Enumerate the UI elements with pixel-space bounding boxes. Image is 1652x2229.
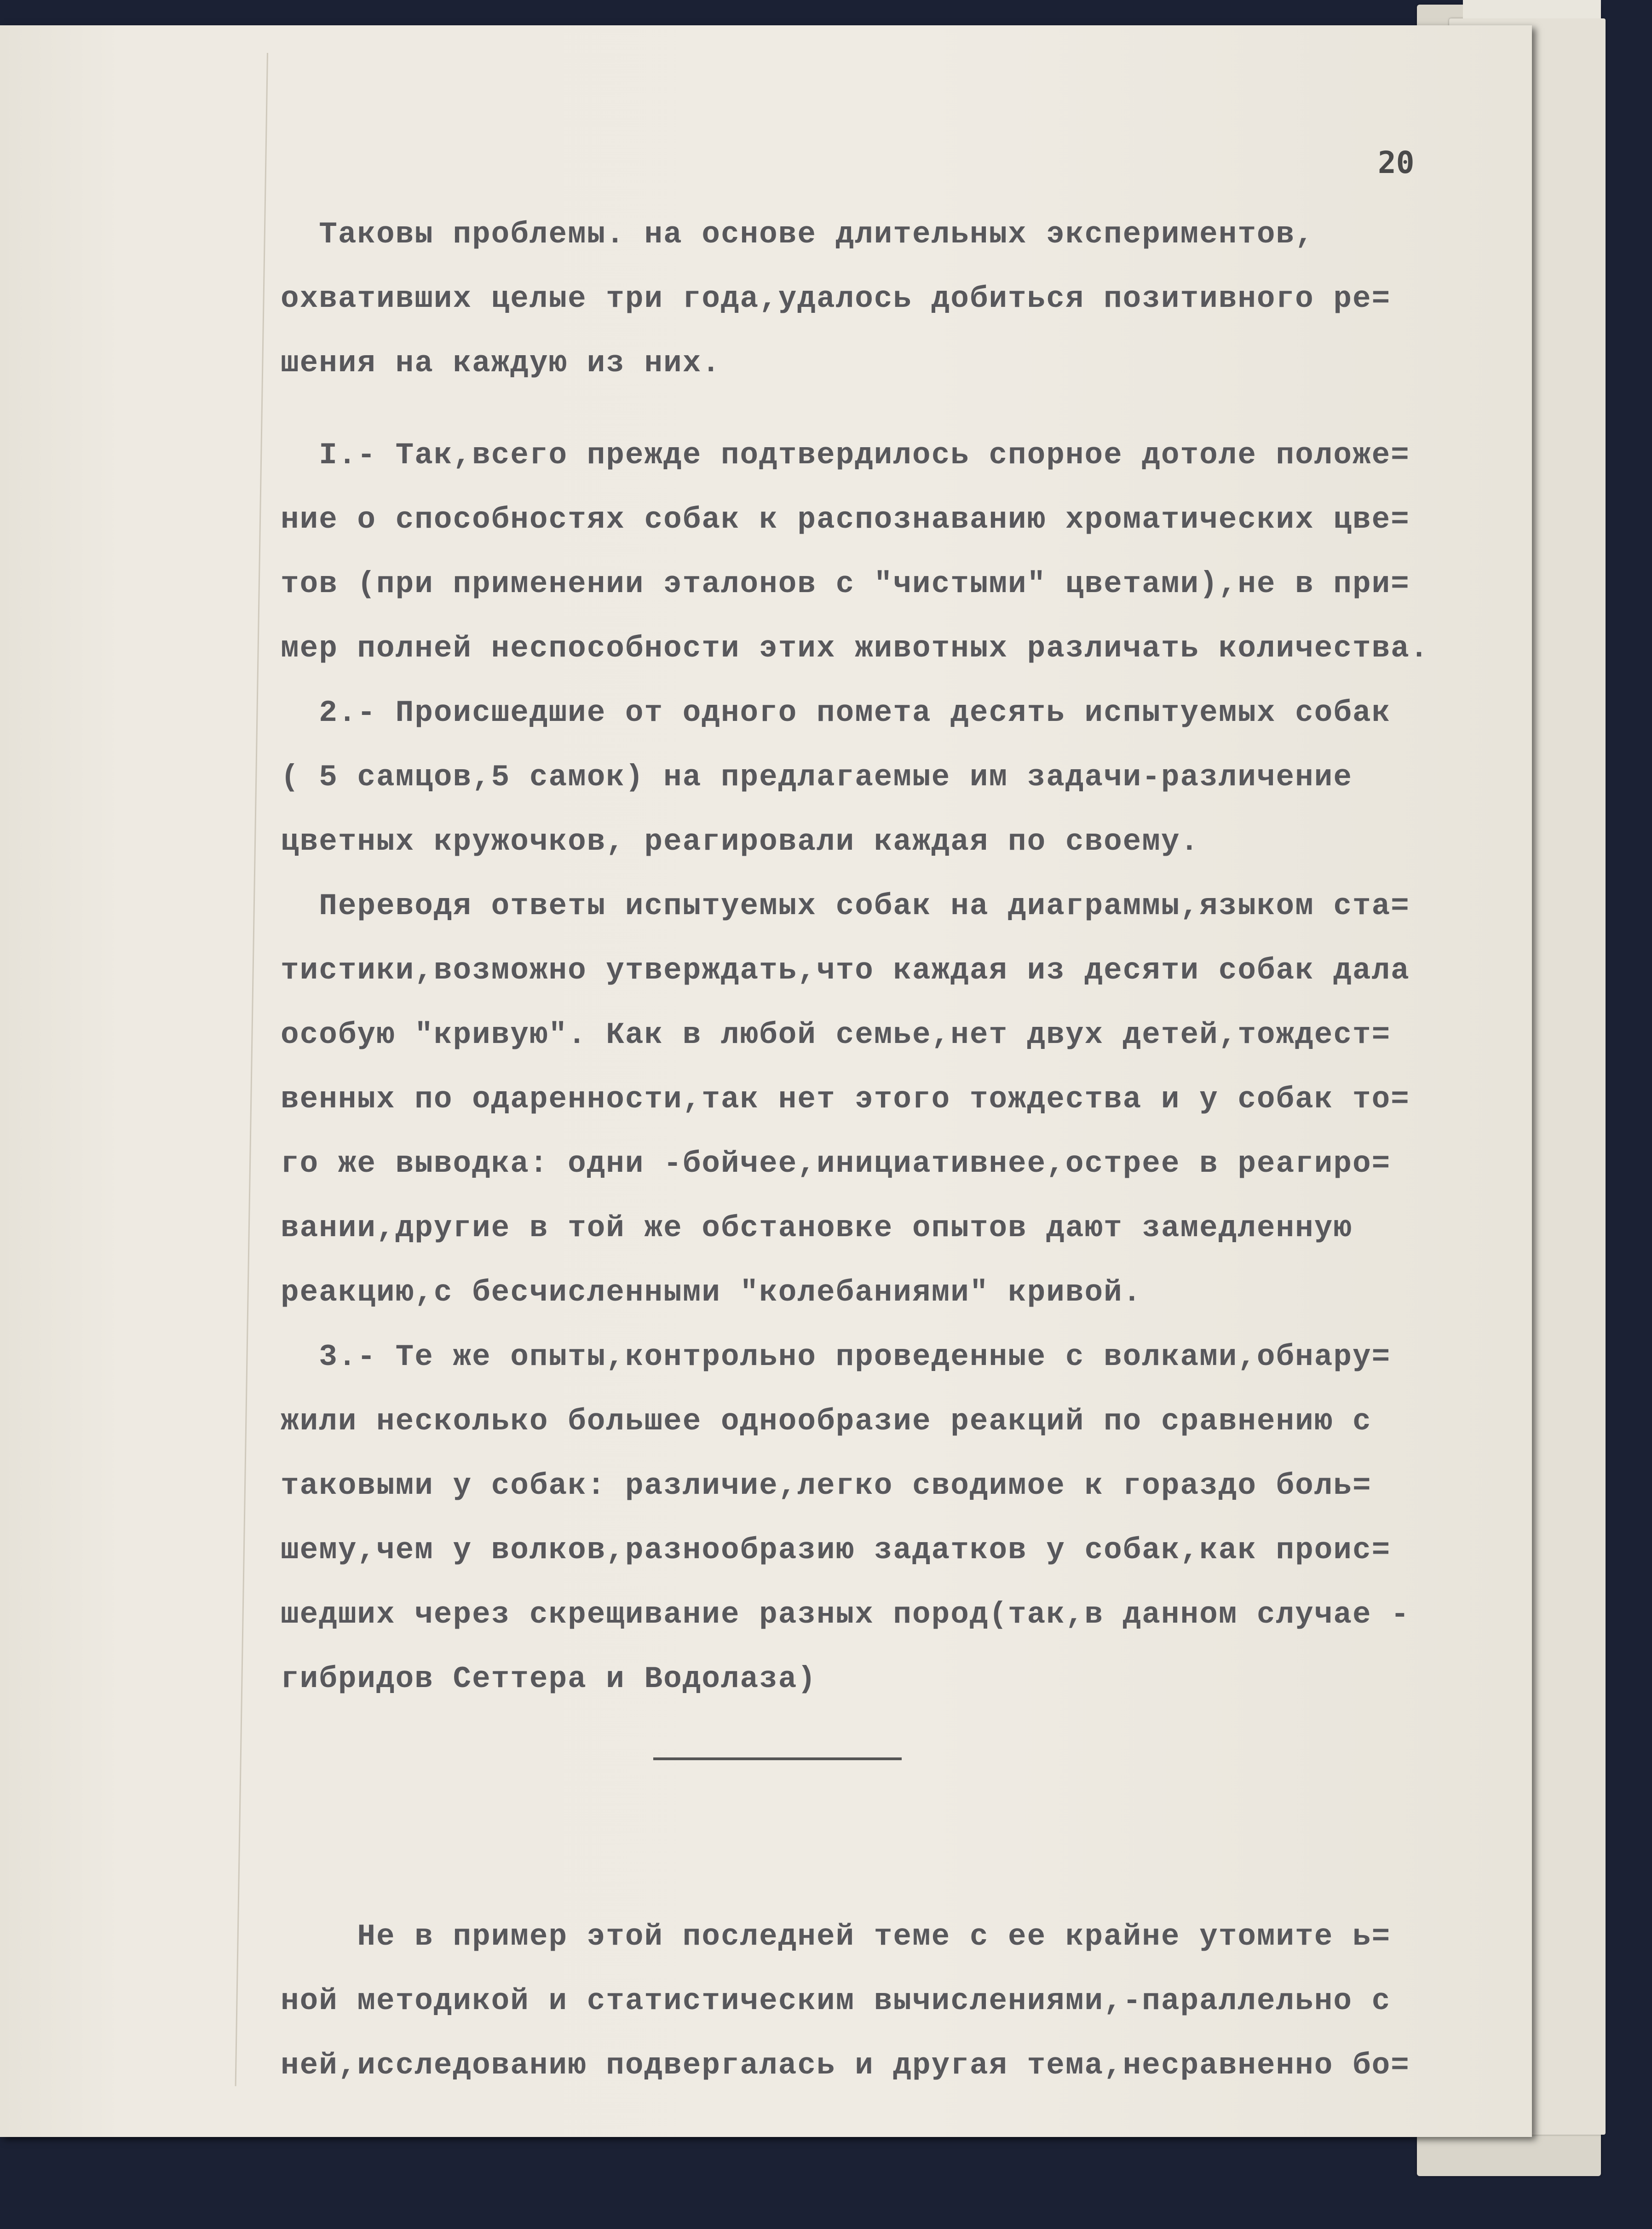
text-line: ной методикой и статистическим вычислениями,-параллельно с	[281, 1984, 1391, 2018]
text-line: шему,чем у волков,разнообразию задатков у собак,как проис=	[281, 1533, 1391, 1567]
section-divider	[653, 1757, 902, 1760]
text-line: ней,исследованию подвергалась и другая тема,несравненно бо=	[281, 2048, 1410, 2083]
text-line: шедших через скрещивание разных пород(так,в данном случае -	[281, 1597, 1410, 1632]
text-line: цветных кружочков, реагировали каждая по своему.	[281, 824, 1200, 859]
text-line: Переводя ответы испытуемых собак на диаграммы,языком ста=	[281, 889, 1410, 923]
underlying-sheet-edge	[1463, 0, 1601, 18]
text-line: го же выводка: одни -бойчее,инициативнее,острее в реагиро=	[281, 1146, 1391, 1181]
text-line: 2.- Происшедшие от одного помета десять испытуемых собак	[281, 696, 1391, 730]
text-line: таковыми у собак: различие,легко сводимое к гораздо боль=	[281, 1469, 1372, 1503]
text-line: тистики,возможно утверждать,что каждая из десяти собак дала	[281, 953, 1410, 988]
paragraph-2	[281, 681, 1486, 874]
text-line: ( 5 самцов,5 самок) на предлагаемые им задачи-различение	[281, 760, 1353, 795]
text-line: особую "кривую". Как в любой семье,нет двух детей,тождест=	[281, 1018, 1391, 1052]
text-line: I.- Так,всего прежде подтвердилось спорное дотоле положе=	[281, 438, 1410, 472]
body-text	[281, 202, 1486, 2098]
text-line: мер полней неспособности этих животных различать количества.	[281, 631, 1429, 666]
paragraph-3	[281, 874, 1486, 1325]
text-line: реакцию,с бесчисленными "колебаниями" кривой.	[281, 1275, 1142, 1310]
text-line: вании,другие в той же обстановке опытов дают замедленную	[281, 1211, 1353, 1245]
paragraph-5	[281, 1905, 1486, 2098]
text-line: жили несколько большее однообразие реакций по сравнению с	[281, 1404, 1372, 1439]
page-number: 20	[1378, 145, 1415, 180]
paragraph-1	[281, 423, 1486, 681]
text-line: Таковы проблемы. на основе длительных экспериментов,	[281, 217, 1314, 252]
paragraph-intro	[281, 202, 1486, 396]
paragraph-4	[281, 1325, 1486, 1711]
text-line: Не в пример этой последней теме с ее крайне утомите ь=	[281, 1919, 1391, 1954]
text-line: охвативших целые три года,удалось добиться позитивного ре=	[281, 282, 1391, 316]
text-line: венных по одаренности,так нет этого тождества и у собак то=	[281, 1082, 1410, 1117]
text-line: гибридов Сеттера и Водолаза)	[281, 1662, 817, 1696]
text-line: тов (при применении эталонов с "чистыми" цветами),не в при=	[281, 567, 1410, 601]
typewritten-page	[0, 25, 1532, 2137]
text-line: 3.- Те же опыты,контрольно проведенные с волками,обнару=	[281, 1340, 1391, 1374]
text-line: ние о способностях собак к распознаванию хроматических цве=	[281, 502, 1410, 537]
text-line: шения на каждую из них.	[281, 346, 721, 380]
margin-fold-line	[235, 53, 268, 2086]
